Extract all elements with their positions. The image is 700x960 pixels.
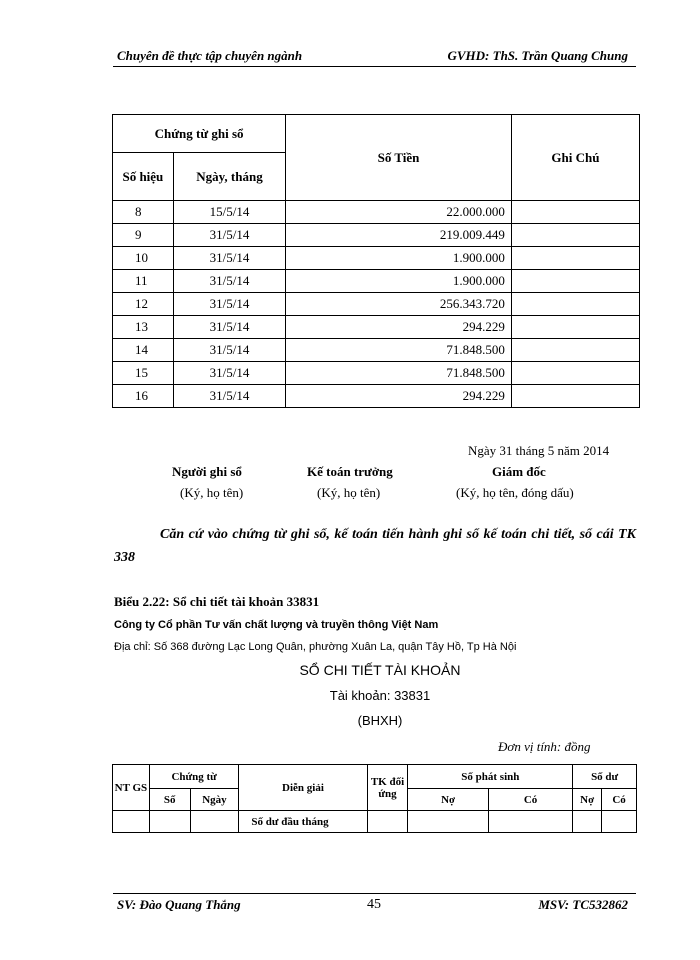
voucher-number: 8 xyxy=(113,201,174,224)
page-header xyxy=(113,46,636,67)
voucher-row xyxy=(113,339,640,362)
voucher-amount: 294.229 xyxy=(286,385,512,408)
debit-header: Nợ xyxy=(408,789,488,811)
voucher-note xyxy=(511,201,639,224)
voucher-row xyxy=(113,293,640,316)
voucher-date: 31/5/14 xyxy=(173,316,285,339)
page-footer xyxy=(113,893,636,914)
voucher-note xyxy=(511,270,639,293)
ledger-cell xyxy=(408,811,488,833)
preparer-note: (Ký, họ tên) xyxy=(180,485,244,500)
credit-header: Có xyxy=(488,789,572,811)
number-header: Số hiệu xyxy=(113,153,174,201)
voucher-number: 15 xyxy=(113,362,174,385)
form-caption: Biểu 2.22: Sổ chi tiết tài khoản 33831 xyxy=(114,594,320,609)
director-note: (Ký, họ tên, đóng dấu) xyxy=(456,485,574,500)
note-header: Ghi Chú xyxy=(511,115,639,201)
header-left: Chuyên đề thực tập chuyên ngành xyxy=(117,48,303,63)
voucher-row xyxy=(113,316,640,339)
header-right: GVHD: ThS. Trần Quang Chung xyxy=(447,48,628,63)
voucher-row xyxy=(113,201,640,224)
voucher-row xyxy=(113,247,640,270)
transactions-header: Số phát sinh xyxy=(408,765,573,789)
voucher-note xyxy=(511,316,639,339)
voucher-amount: 294.229 xyxy=(286,316,512,339)
footer-student: SV: Đào Quang Thắng xyxy=(117,897,241,912)
voucher-number: 11 xyxy=(113,270,174,293)
sign-date: Ngày 31 tháng 5 năm 2014 xyxy=(468,443,610,458)
balance-debit-header: Nợ xyxy=(573,789,602,811)
preparer-title: Người ghi sổ xyxy=(172,464,242,479)
ledger-table xyxy=(112,764,637,833)
voucher-date: 31/5/14 xyxy=(173,270,285,293)
balance-header: Số dư xyxy=(573,765,637,789)
voucher-row xyxy=(113,385,640,408)
opening-balance-label: Số dư đầu tháng xyxy=(239,811,367,833)
account-number: Tài khoản: 33831 xyxy=(329,688,431,703)
voucher-date: 15/5/14 xyxy=(173,201,285,224)
voucher-note xyxy=(511,224,639,247)
balance-credit-header: Có xyxy=(602,789,637,811)
voucher-row xyxy=(113,270,640,293)
voucher-number: 14 xyxy=(113,339,174,362)
account-name: (BHXH) xyxy=(357,713,403,728)
voucher-number-header: Số xyxy=(149,789,190,811)
ledger-cell xyxy=(149,811,190,833)
voucher-amount: 22.000.000 xyxy=(286,201,512,224)
voucher-number: 12 xyxy=(113,293,174,316)
contra-account-header: TK đối ứng xyxy=(367,765,408,811)
voucher-number: 16 xyxy=(113,385,174,408)
voucher-amount: 1.900.000 xyxy=(286,247,512,270)
voucher-row xyxy=(113,362,640,385)
accountant-note: (Ký, họ tên) xyxy=(317,485,381,500)
page-number: 45 xyxy=(367,897,381,912)
company-name: Công ty Cổ phần Tư vấn chất lượng và truyền thông Việt Nam xyxy=(114,619,439,631)
form-title: SỔ CHI TIẾT TÀI KHOẢN xyxy=(299,662,461,678)
voucher-amount: 1.900.000 xyxy=(286,270,512,293)
voucher-number: 9 xyxy=(113,224,174,247)
voucher-amount: 256.343.720 xyxy=(286,293,512,316)
voucher-table xyxy=(112,114,640,408)
voucher-row xyxy=(113,224,640,247)
voucher-date: 31/5/14 xyxy=(173,385,285,408)
voucher-number: 10 xyxy=(113,247,174,270)
voucher-note xyxy=(511,247,639,270)
ledger-cell xyxy=(602,811,637,833)
description-header: Diễn giải xyxy=(239,765,367,811)
ledger-cell xyxy=(367,811,408,833)
ledger-cell xyxy=(190,811,239,833)
voucher-number: 13 xyxy=(113,316,174,339)
company-address: Địa chỉ: Số 368 đường Lạc Long Quân, phường Xuân La, quận Tây Hồ, Tp Hà Nội xyxy=(114,641,517,653)
voucher-date: 31/5/14 xyxy=(173,247,285,270)
voucher-amount: 71.848.500 xyxy=(286,362,512,385)
voucher-note xyxy=(511,385,639,408)
voucher-date-header: Ngày xyxy=(190,789,239,811)
voucher-date: 31/5/14 xyxy=(173,224,285,247)
voucher-group-header: Chứng từ ghi sổ xyxy=(113,115,286,153)
body-paragraph: Căn cứ vào chứng từ ghi sổ, kế toán tiến hành ghi sổ kế toán chi tiết, sổ cái TK 338 xyxy=(114,527,636,565)
footer-student-id: MSV: TC532862 xyxy=(538,897,628,912)
voucher-note xyxy=(511,339,639,362)
voucher-note xyxy=(511,362,639,385)
voucher-date: 31/5/14 xyxy=(173,362,285,385)
date-header: Ngày, tháng xyxy=(173,153,285,201)
ntgs-header: NT GS xyxy=(113,765,150,811)
ledger-cell xyxy=(488,811,572,833)
voucher-note xyxy=(511,293,639,316)
ledger-cell xyxy=(573,811,602,833)
voucher-date: 31/5/14 xyxy=(173,339,285,362)
voucher-amount: 219.009.449 xyxy=(286,224,512,247)
voucher-header: Chứng từ xyxy=(149,765,239,789)
currency-unit: Đơn vị tính: đồng xyxy=(498,739,591,754)
accountant-title: Kế toán trưởng xyxy=(307,464,393,479)
voucher-date: 31/5/14 xyxy=(173,293,285,316)
amount-header: Số Tiền xyxy=(286,115,512,201)
voucher-amount: 71.848.500 xyxy=(286,339,512,362)
ledger-cell xyxy=(113,811,150,833)
director-title: Giám đốc xyxy=(492,464,546,479)
